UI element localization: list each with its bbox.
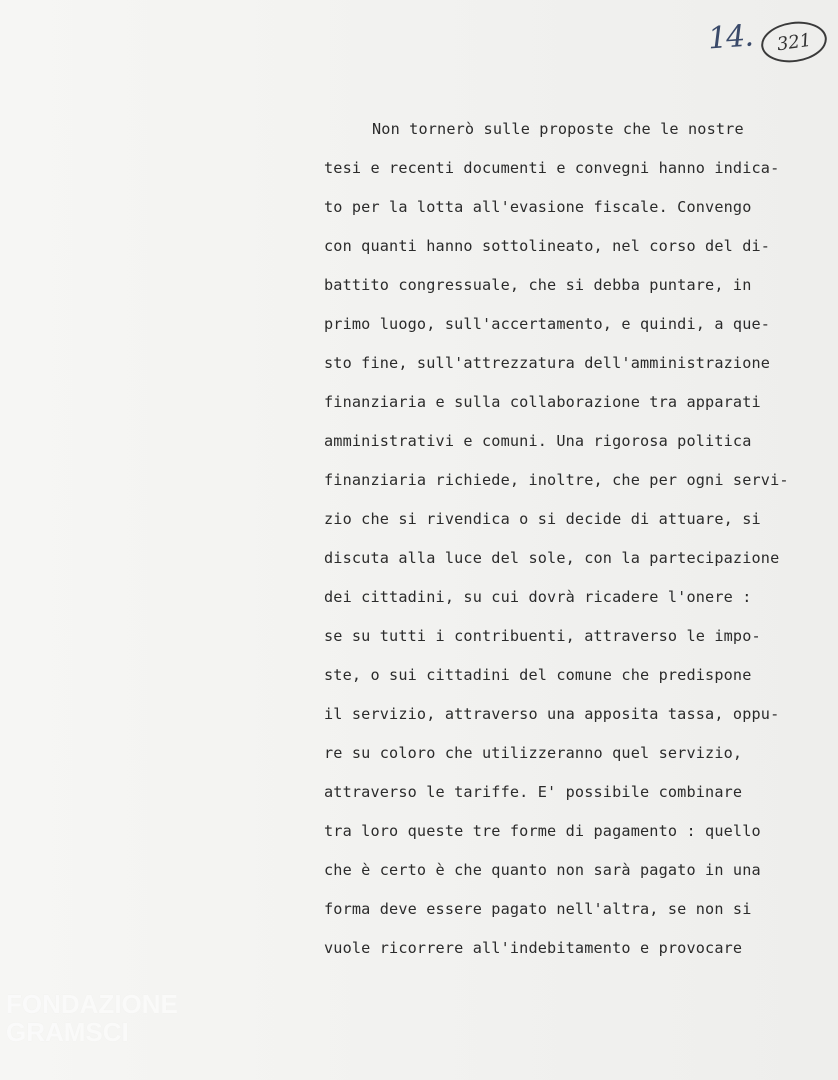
text-line: finanziaria richiede, inoltre, che per ogni servi-: [324, 471, 789, 489]
typed-paragraph: [324, 116, 824, 974]
text-line: tesi e recenti documenti e convegni hanno indica-: [324, 159, 780, 177]
text-line: zio che si rivendica o si decide di attuare, si: [324, 510, 761, 528]
text-line: dei cittadini, su cui dovrà ricadere l'onere :: [324, 588, 752, 606]
text-line: il servizio, attraverso una apposita tassa, oppu-: [324, 705, 780, 723]
text-line: discuta alla luce del sole, con la partecipazione: [324, 549, 780, 567]
text-line: finanziaria e sulla collaborazione tra apparati: [324, 393, 761, 411]
handwritten-page-number: 14.: [706, 18, 754, 57]
text-line: amministrativi e comuni. Una rigorosa politica: [324, 432, 752, 450]
text-line: forma deve essere pagato nell'altra, se non si: [324, 900, 752, 918]
text-line: sto fine, sull'attrezzatura dell'amministrazione: [324, 354, 771, 372]
text-line: Non tornerò sulle proposte che le nostre: [372, 120, 744, 138]
text-line: to per la lotta all'evasione fiscale. Convengo: [324, 198, 752, 216]
text-line: tra loro queste tre forme di pagamento : quello: [324, 822, 761, 840]
text-line: se su tutti i contribuenti, attraverso le impo-: [324, 627, 761, 645]
archive-watermark: FONDAZIONE GRAMSCI: [6, 989, 178, 1047]
text-line: vuole ricorrere all'indebitamento e provocare: [324, 939, 743, 957]
text-line: che è certo è che quanto non sarà pagato in una: [324, 861, 761, 879]
text-line: primo luogo, sull'accertamento, e quindi, a que-: [324, 315, 771, 333]
text-line: battito congressuale, che si debba puntare, in: [324, 276, 752, 294]
text-line: attraverso le tariffe. E' possibile combinare: [324, 783, 743, 801]
text-line: con quanti hanno sottolineato, nel corso del di-: [324, 237, 771, 255]
circled-page-stamp: 321: [759, 18, 830, 67]
text-line: re su coloro che utilizzeranno quel servizio,: [324, 744, 743, 762]
text-line: ste, o sui cittadini del comune che predispone: [324, 666, 752, 684]
